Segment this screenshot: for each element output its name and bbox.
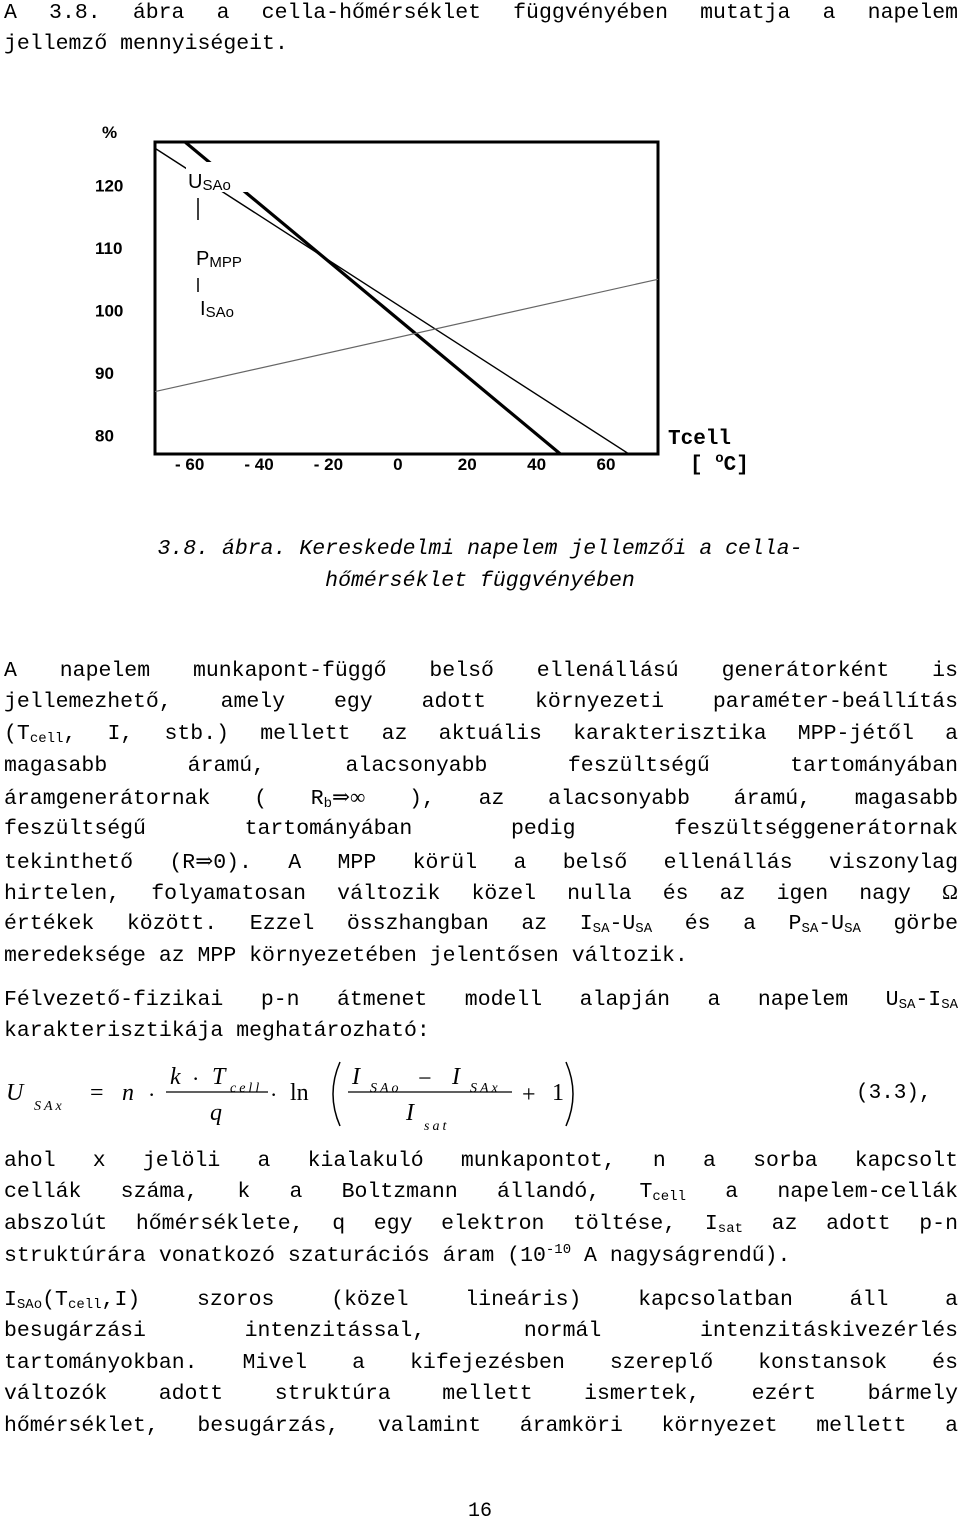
- p1-line-2: jellemezhető, amely egy adott környezeti paraméter-beállítás: [4, 690, 958, 714]
- p4-line-4: változók adott struktúra mellett ismertek, ezért bármely: [4, 1382, 958, 1406]
- eq-dot-3: ·: [270, 1082, 278, 1107]
- equation-3-3: [0, 1058, 960, 1138]
- figure-caption-line-1: 3.8. ábra. Kereskedelmi napelem jellemzői a cella-: [157, 537, 803, 561]
- eq-plus: +: [522, 1082, 536, 1108]
- page-number: 16: [467, 1500, 492, 1523]
- p3-line-1: ahol x jelöli a kialakuló munkapontot, n a sorba kapcsolt: [4, 1149, 958, 1173]
- eq-u-sub: SAx: [34, 1099, 65, 1114]
- p1-line-10: meredeksége az MPP környezetében jelentősen változik.: [4, 944, 688, 968]
- y-tick-label: 90: [95, 363, 114, 383]
- p3-line-4: struktúrára vonatkozó szaturációs áram ($10^{-10}$ A nagyságrendű).: [4, 1242, 791, 1268]
- p2-line-2: karakterisztikája meghatározható:: [4, 1019, 430, 1043]
- figure-caption-line-2: hőmérséklet függvényében: [325, 569, 635, 593]
- eq-n: n: [122, 1080, 134, 1106]
- x-tick-label: 20: [457, 455, 477, 474]
- isao-label: ISAo: [200, 298, 234, 321]
- temperature-chart: [90, 110, 770, 490]
- x-axis-label: Tcell: [668, 428, 732, 451]
- p4-line-5: hőmérséklet, besugárzás, valamint áramköri környezet mellett a: [4, 1414, 958, 1438]
- eq-equals: =: [90, 1080, 104, 1106]
- p1-line-9: értékek között. Ezzel összhangban az $I_{SA}-U_{SA}$ és a $P_{SA}-U_{SA}$ görbe: [4, 912, 958, 937]
- eq-one: 1: [552, 1080, 564, 1106]
- p1-line-3: ($T_{cell}$, I, stb.) mellett az aktuális karakterisztika MPP-jétől a: [4, 722, 958, 747]
- p2-line-1: Félvezető-fizikai p-n átmenet modell alapján a napelem $U_{SA}-I_{SA}$: [4, 988, 958, 1013]
- p1-line-7: tekinthető (R⇒0). A MPP körül a belső ellenállás viszonylag: [4, 849, 958, 875]
- y-tick-label: 110: [95, 239, 123, 259]
- x-tick-label: - 60: [175, 455, 205, 474]
- eq-dot-2: ·: [192, 1066, 200, 1091]
- curve-label-pmpp: [194, 242, 256, 292]
- p3-line-3: abszolút hőmérséklete, q egy elektron töltése, $I_{sat}$ az adott p-n: [4, 1212, 958, 1237]
- eq-dot-1: ·: [148, 1082, 156, 1107]
- x-tick-label: 60: [596, 455, 616, 474]
- y-tick-label: 120: [95, 176, 124, 196]
- x-tick-label: 40: [527, 455, 547, 474]
- p1-line-5: áramgenerátornak ( $R_b\Rightarrow\infty$ ), az alacsonyabb áramú, magasabb: [4, 785, 958, 812]
- p4-line-3: tartományokban. Mivel a kifejezésben szereplő konstansok és: [4, 1351, 958, 1375]
- eq-minus: −: [418, 1066, 432, 1092]
- y-tick-label: 100: [95, 301, 124, 321]
- p1-line-8: hirtelen, folyamatosan változik közel nulla és az igen nagy Ω: [4, 880, 958, 906]
- intro-line-2: jellemző mennyiségeit.: [4, 32, 288, 56]
- p1-line-4: magasabb áramú, alacsonyabb feszültségű tartományában: [4, 754, 958, 778]
- eq-ln: ln: [290, 1080, 309, 1106]
- x-tick-label: - 40: [244, 455, 274, 474]
- eq-i-sao-sub: SAo: [370, 1081, 402, 1096]
- p4-line-1: $I_{SAo}(T_{cell},I)$ szoros (közel lineáris) kapcsolatban áll a: [4, 1288, 958, 1313]
- eq-t-sub: cell: [230, 1081, 263, 1096]
- usao-label: USAo: [188, 171, 231, 194]
- eq-u: U: [6, 1080, 24, 1106]
- p1-line-1: A napelem munkapont-függő belső ellenállású generátorként is: [4, 659, 958, 683]
- eq-q: q: [210, 1100, 222, 1126]
- eq-i-sao: I: [352, 1064, 360, 1090]
- x-tick-label: - 20: [313, 455, 344, 474]
- y-unit-label: %: [102, 123, 118, 142]
- eq-i-sax-sub: SAx: [470, 1081, 501, 1096]
- p4-line-2: besugárzási intenzitással, normál intenzitáskivezérlés: [4, 1319, 958, 1343]
- p3-line-2: cellák száma, k a Boltzmann állandó, $T_{cell}$ a napelem-cellák: [4, 1180, 958, 1205]
- eq-t: T: [212, 1064, 226, 1090]
- intro-line-1: A 3.8. ábra a cella-hőmérséklet függvényében mutatja a napelem: [4, 1, 958, 25]
- y-tick-label: 80: [95, 426, 114, 446]
- x-tick-label: 0: [393, 455, 403, 474]
- pmpp-label: PMPP: [196, 248, 242, 271]
- eq-i-sat: I: [406, 1100, 414, 1126]
- x-axis-unit: [ $^o$C]: [690, 451, 749, 477]
- eq-k: k: [170, 1064, 181, 1090]
- eq-i-sat-sub: sat: [424, 1119, 450, 1134]
- curve-label-isao: [198, 294, 260, 321]
- eq-i-sax: I: [452, 1064, 460, 1090]
- p1-line-6: feszültségű tartományában pedig feszültséggenerátornak: [4, 817, 958, 841]
- equation-number: (3.3),: [856, 1082, 932, 1105]
